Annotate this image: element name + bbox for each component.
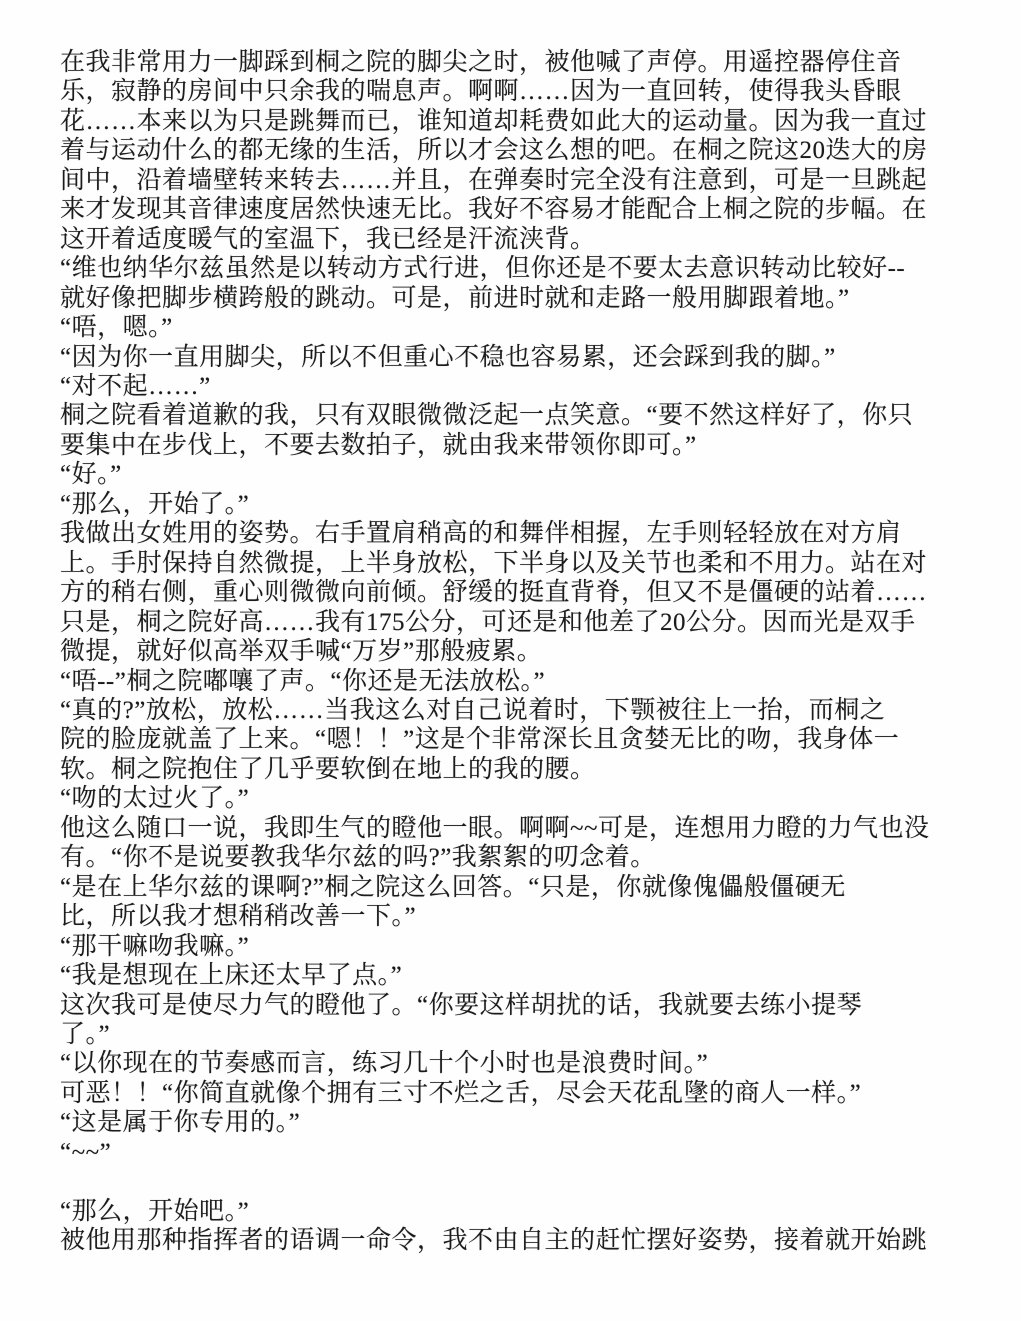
text-line: 可恶！！“你简直就像个拥有三寸不烂之舌，尽会天花乱墬的商人一样。”	[60, 1079, 862, 1107]
text-line: 院的脸庞就盖了上来。“嗯！！”这是个非常深长且贪婪无比的吻，我身体一	[60, 726, 900, 754]
text-line: 间中，沿着墙壁转来转去……并且，在弹奏时完全没有注意到，可是一旦跳起	[60, 166, 928, 194]
text-line: “~~”	[60, 1138, 112, 1166]
text-line: 有。“你不是说要教我华尔兹的吗?”我絮絮的叨念着。	[60, 844, 656, 872]
text-line: “这是属于你专用的。”	[60, 1109, 301, 1137]
text-line: 花……本来以为只是跳舞而已，谁知道却耗费如此大的运动量。因为我一直过	[60, 107, 928, 135]
text-line: “那么，开始吧。”	[60, 1197, 250, 1225]
text-line: 桐之院看着道歉的我，只有双眼微微泛起一点笑意。“要不然这样好了，你只	[60, 402, 914, 430]
text-line: 要集中在步伐上，不要去数拍子，就由我来带领你即可。”	[60, 431, 697, 459]
text-line: 上。手肘保持自然微提，上半身放松，下半身以及关节也柔和不用力。站在对	[60, 549, 928, 577]
text-line: “以你现在的节奏感而言，练习几十个小时也是浪费时间。”	[60, 1050, 709, 1078]
text-line: “真的?”放松，放松……当我这么对自己说着时，下颚被往上一抬，而桐之	[60, 696, 886, 724]
text-line: “维也纳华尔兹虽然是以转动方式行进，但你还是不要太去意识转动比较好--	[60, 255, 906, 283]
text-line: “那干嘛吻我嘛。”	[60, 932, 250, 960]
text-line: 乐，寂静的房间中只余我的喘息声。啊啊……因为一直回转，使得我头昏眼	[60, 78, 902, 106]
text-line: “对不起……”	[60, 372, 211, 400]
text-line: 来才发现其音律速度居然快速无比。我好不容易才能配合上桐之院的步幅。在	[60, 196, 928, 224]
text-line: “我是想现在上床还太早了点。”	[60, 962, 403, 990]
text-line: “那么，开始了。”	[60, 490, 250, 518]
text-line: 这次我可是使尽力气的瞪他了。“你要这样胡扰的话，我就要去练小提琴	[60, 991, 863, 1019]
text-line: “唔，嗯。”	[60, 314, 173, 342]
text-line: 就好像把脚步横跨般的跳动。可是，前进时就和走路一般用脚跟着地。”	[60, 284, 850, 312]
text-line: 软。桐之院抱住了几乎要软倒在地上的我的腰。	[60, 755, 596, 783]
text-line: 着与运动什么的都无缘的生活，所以才会这么想的吧。在桐之院这20迭大的房	[60, 137, 928, 165]
text-line: “吻的太过火了。”	[60, 785, 250, 813]
text-line: 我做出女姓用的姿势。右手置肩稍高的和舞伴相握，左手则轻轻放在对方肩	[60, 520, 902, 548]
text-line: 只是，桐之院好高……我有175公分，可还是和他差了20公分。因而光是双手	[60, 608, 916, 636]
text-line: 比，所以我才想稍稍改善一下。”	[60, 903, 417, 931]
text-line: 他这么随口一说，我即生气的瞪他一眼。啊啊~~可是，连想用力瞪的力气也没	[60, 814, 930, 842]
text-line: “好。”	[60, 461, 122, 489]
text-line: 微提，就好似高举双手喊“万岁”那般疲累。	[60, 638, 543, 666]
text-line: 这开着适度暖气的室温下，我已经是汗流浃背。	[60, 225, 596, 253]
text-line: 被他用那种指挥者的语调一命令，我不由自主的赶忙摆好姿势，接着就开始跳	[60, 1227, 928, 1255]
text-line: 在我非常用力一脚踩到桐之院的脚尖之时，被他喊了声停。用遥控器停住音	[60, 49, 902, 76]
text-line: “是在上华尔兹的课啊?”桐之院这么回答。“只是，你就像傀儡般僵硬无	[60, 873, 846, 901]
text-line: “因为你一直用脚尖，所以不但重心不稳也容易累，还会踩到我的脚。”	[60, 343, 836, 371]
text-line	[60, 1167, 970, 1196]
text-line: 了。”	[60, 1020, 111, 1048]
text-block	[60, 48, 970, 1256]
text-line: 方的稍右侧，重心则微微向前倾。舒缓的挺直背脊，但又不是僵硬的站着……	[60, 579, 928, 607]
text-line: “唔--”桐之院嘟嚷了声。“你还是无法放松。”	[60, 667, 546, 695]
